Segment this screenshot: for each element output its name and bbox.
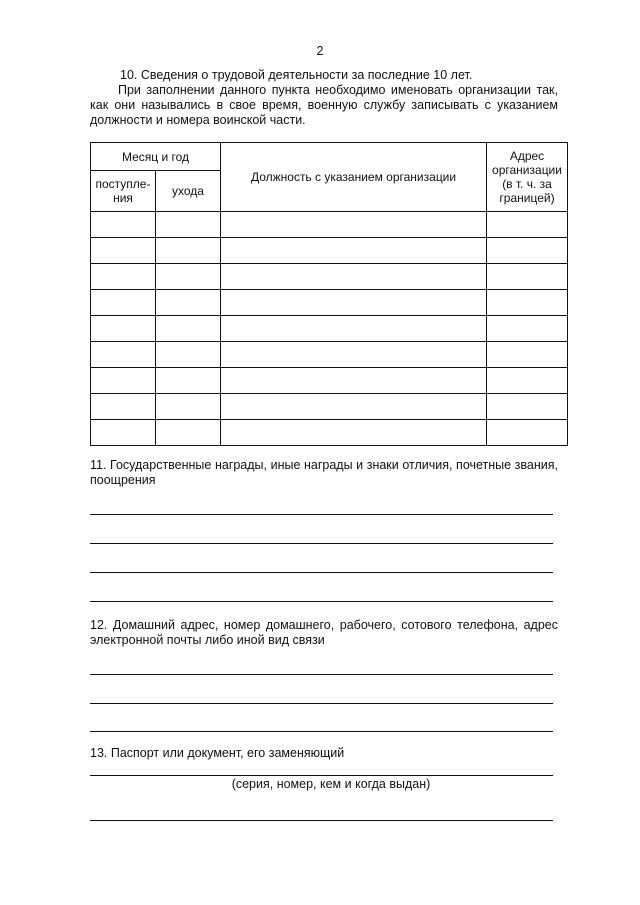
table-cell[interactable] [156,238,221,264]
table-row [91,264,568,290]
table-cell[interactable] [156,368,221,394]
section-12-fill-line[interactable] [90,703,553,704]
table-body [91,212,568,446]
page-number: 2 [316,44,324,58]
section-11-fill-line[interactable] [90,543,553,544]
table-row [91,238,568,264]
table-cell[interactable] [156,342,221,368]
section-11-fill-line[interactable] [90,572,553,573]
table-cell[interactable] [487,368,568,394]
table-cell[interactable] [156,316,221,342]
table-row [91,342,568,368]
section-11-label: 11. Государственные награды, иные награды и знаки отличия, почетные звания, поощрения [90,458,558,487]
section-12-fill-line[interactable] [90,674,553,675]
section-10-heading: 10. Сведения о трудовой деятельности за последние 10 лет. [120,68,473,82]
table-cell[interactable] [487,238,568,264]
header-address: Адрес организации (в т. ч. за границей) [487,143,568,212]
table-row [91,290,568,316]
table-cell[interactable] [91,368,156,394]
section-13-caption: (серия, номер, кем и когда выдан) [231,777,431,791]
table-row [91,394,568,420]
section-13-fill-line[interactable] [90,820,553,821]
section-11-fill-line[interactable] [90,601,553,602]
section-12-fill-line[interactable] [90,731,553,732]
section-13-fill-line[interactable] [90,775,553,776]
table-cell[interactable] [156,394,221,420]
header-position: Должность с указанием организации [221,143,487,212]
table-cell[interactable] [487,394,568,420]
employment-history-table [90,142,568,446]
table-row [91,316,568,342]
table-cell[interactable] [221,420,487,446]
table-cell[interactable] [91,290,156,316]
table-cell[interactable] [91,238,156,264]
table-row [91,212,568,238]
table-cell[interactable] [221,342,487,368]
table-cell[interactable] [156,290,221,316]
table-row [91,368,568,394]
section-10-instruction: При заполнении данного пункта необходимо именовать организации так, как они назывались в свое время, военную службу записывать с указанием должности и номера воинской части. [90,83,558,127]
table-cell[interactable] [487,212,568,238]
table-cell[interactable] [221,264,487,290]
table-cell[interactable] [91,342,156,368]
table-cell[interactable] [156,212,221,238]
table-cell[interactable] [91,212,156,238]
table-cell[interactable] [487,342,568,368]
header-month-year: Месяц и год [91,143,221,171]
table-cell[interactable] [221,290,487,316]
section-11-fill-line[interactable] [90,514,553,515]
table-cell[interactable] [221,212,487,238]
table-cell[interactable] [487,290,568,316]
header-end: ухода [156,171,221,212]
table-cell[interactable] [91,394,156,420]
table-cell[interactable] [221,394,487,420]
table-cell[interactable] [91,420,156,446]
table-cell[interactable] [487,264,568,290]
table-row [91,420,568,446]
table-cell[interactable] [156,420,221,446]
table-cell[interactable] [221,368,487,394]
table-cell[interactable] [487,316,568,342]
header-start: поступле-ния [91,171,156,212]
table-cell[interactable] [487,420,568,446]
section-13-label: 13. Паспорт или документ, его заменяющий [90,746,345,760]
table-cell[interactable] [91,264,156,290]
table-cell[interactable] [221,316,487,342]
section-12-label: 12. Домашний адрес, номер домашнего, рабочего, сотового телефона, адрес электронной почты либо иной вид связи [90,618,558,647]
table-cell[interactable] [156,264,221,290]
table-cell[interactable] [221,238,487,264]
table-cell[interactable] [91,316,156,342]
